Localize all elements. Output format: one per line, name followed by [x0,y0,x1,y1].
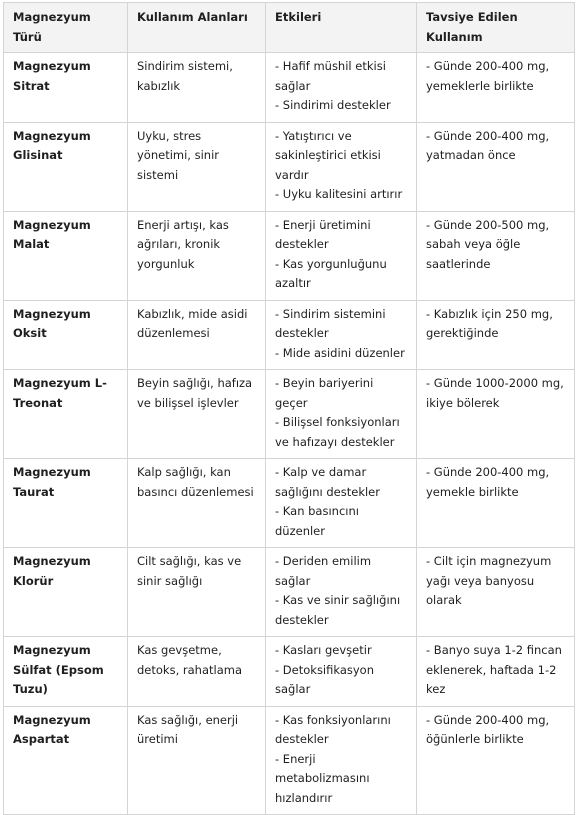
table-row [4,370,575,459]
effect-item: - Uyku kalitesini artırır [275,187,403,201]
cell-type: Magnezyum Glisinat [4,122,128,211]
cell-effects [266,300,417,370]
cell-dosage: - Banyo suya 1-2 fincan eklenerek, haftada 1-2 kez [417,637,575,707]
cell-type: Magnezyum Aspartat [4,706,128,815]
cell-uses: Kas gevşetme, detoks, rahatlama [128,637,266,707]
effect-item: - Enerji üretimini destekler [275,217,371,251]
effect-item: - Mide asidini düzenler [275,345,405,360]
table-row [4,548,575,637]
table-row [4,637,575,707]
cell-effects [266,122,417,211]
table-row [4,122,575,211]
cell-uses: Sindirim sistemi, kabızlık [128,53,266,123]
table-header-row [4,3,575,53]
cell-dosage: - Kabızlık için 250 mg, gerektiğinde [417,300,575,370]
cell-effects [266,370,417,459]
cell-uses: Kabızlık, mide asidi düzenlemesi [128,300,266,370]
effect-item: - Deriden emilim sağlar [275,554,372,588]
cell-effects [266,706,417,815]
table-row [4,459,575,548]
cell-uses: Beyin sağlığı, hafıza ve bilişsel işlevler [128,370,266,459]
magnesium-table [3,2,575,815]
effect-item: - Kas ve sinir sağlığını destekler [275,593,401,627]
effect-item: - Detoksifikasyon sağlar [275,662,374,696]
effect-item: - Beyin bariyerini geçer [275,376,374,410]
table-row [4,211,575,300]
cell-effects [266,211,417,300]
header-effects: Etkileri [266,3,417,53]
effect-item: - Sindirim sistemini destekler [275,306,386,340]
cell-type: Magnezyum Oksit [4,300,128,370]
cell-dosage: - Günde 200-500 mg, sabah veya öğle saatlerinde [417,211,575,300]
cell-uses: Enerji artışı, kas ağrıları, kronik yorgunluk [128,211,266,300]
cell-dosage: - Cilt için magnezyum yağı veya banyosu olarak [417,548,575,637]
effect-item: - Kas yorgunluğunu azaltır [275,256,387,290]
cell-type: Magnezyum Taurat [4,459,128,548]
cell-dosage: - Günde 200-400 mg, yatmadan önce [417,122,575,211]
effect-item: - Sindirimi destekler [275,98,391,112]
cell-uses: Cilt sağlığı, kas ve sinir sağlığı [128,548,266,637]
cell-effects [266,637,417,707]
effect-item: - Yatıştırıcı ve sakinleştirici etkisi vardır [275,128,381,182]
effect-item: - Kalp ve damar sağlığını destekler [275,465,380,499]
effect-item: - Enerji metabolizmasını hızlandırır [275,751,370,805]
cell-dosage: - Günde 200-400 mg, yemekle birlikte [417,459,575,548]
effect-item: - Bilişsel fonksiyonları ve hafızayı destekler [275,415,400,449]
header-dosage: Tavsiye Edilen Kullanım [417,3,575,53]
effect-item: - Kan basıncını düzenler [275,504,359,538]
table-row [4,706,575,815]
cell-type: Magnezyum L-Treonat [4,370,128,459]
cell-dosage: - Günde 1000-2000 mg, ikiye bölerek [417,370,575,459]
cell-uses: Uyku, stres yönetimi, sinir sistemi [128,122,266,211]
cell-type: Magnezyum Sitrat [4,53,128,123]
table-row [4,53,575,123]
effect-item: - Kas fonksiyonlarını destekler [275,712,391,746]
cell-dosage: - Günde 200-400 mg, yemeklerle birlikte [417,53,575,123]
cell-type: Magnezyum Sülfat (Epsom Tuzu) [4,637,128,707]
header-type: Magnezyum Türü [4,3,128,53]
cell-uses: Kas sağlığı, enerji üretimi [128,706,266,815]
cell-dosage: - Günde 200-400 mg, öğünlerle birlikte [417,706,575,815]
cell-type: Magnezyum Malat [4,211,128,300]
cell-effects [266,548,417,637]
header-uses: Kullanım Alanları [128,3,266,53]
effect-item: - Kasları gevşetir [275,643,372,657]
cell-effects [266,459,417,548]
table-row [4,300,575,370]
cell-uses: Kalp sağlığı, kan basıncı düzenlemesi [128,459,266,548]
cell-effects [266,53,417,123]
effect-item: - Hafif müshil etkisi sağlar [275,59,386,93]
cell-type: Magnezyum Klorür [4,548,128,637]
